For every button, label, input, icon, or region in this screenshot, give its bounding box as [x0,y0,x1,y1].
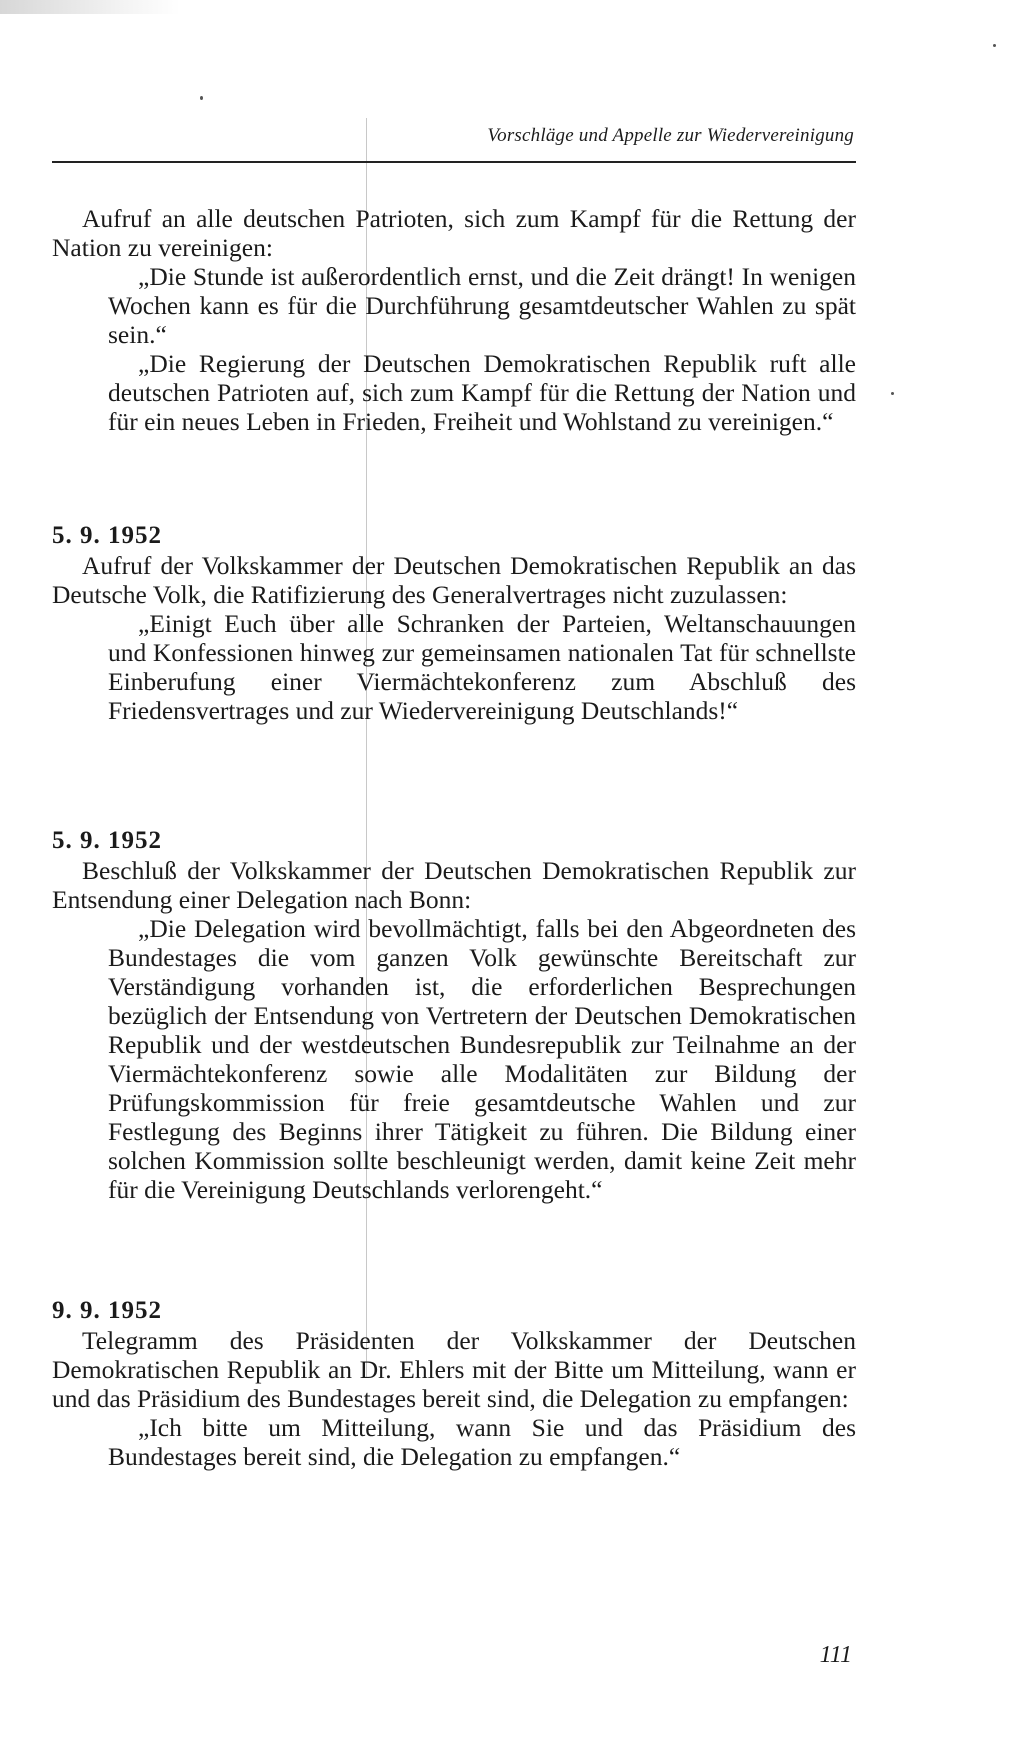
header-rule [52,161,856,163]
section-2 [52,521,856,725]
section-1 [52,204,856,436]
section-2-date: 5. 9. 1952 [52,522,162,549]
section-1-intro: Aufruf an alle deutschen Patrioten, sich zum Kampf für die Rettung der Nation zu vereinigen: [52,204,856,262]
section-4 [52,1296,856,1471]
section-3-intro: Beschluß der Volkskammer der Deutschen Demokratischen Republik zur Entsendung einer Delegation nach Bonn: [52,856,856,914]
section-1-quote-1: „Die Stunde ist außerordentlich ernst, und die Zeit drängt! In wenigen Wochen kann es für die Durchführung gesamtdeutscher Wahlen zu spät sein.“ [108,262,856,349]
section-4-date: 9. 9. 1952 [52,1297,162,1324]
section-2-intro: Aufruf der Volkskammer der Deutschen Demokratischen Republik an das Deutsche Volk, die Ratifizierung des Generalvertrages nicht zuzulassen: [52,551,856,609]
section-4-intro: Telegramm des Präsidenten der Volkskammer der Deutschen Demokratischen Republik an Dr. Ehlers mit der Bitte um Mitteilung, wann er und das Präsidium des Bundestages bereit sind, die Delegation zu empfangen: [52,1326,856,1413]
print-speck [891,392,894,395]
section-3 [52,826,856,1204]
section-1-quote-2: „Die Regierung der Deutschen Demokratischen Republik ruft alle deutschen Patrioten auf, sich zum Kampf für die Rettung der Nation und für ein neues Leben in Frieden, Freiheit und Wohlstand zu vereinigen.“ [108,349,856,436]
section-3-date: 5. 9. 1952 [52,827,162,854]
print-speck [993,44,996,47]
section-2-quote: „Einigt Euch über alle Schranken der Parteien, Weltanschauungen und Konfessionen hinweg zur gemeinsamen nationalen Tat für schnellste Einberufung einer Viermächtekonferenz zum Abschluß des Friedensvertrages und zur Wiedervereinigung Deutschlands!“ [108,609,856,725]
section-4-quote: „Ich bitte um Mitteilung, wann Sie und das Präsidium des Bundestages bereit sind, die Delegation zu empfangen.“ [108,1413,856,1471]
print-speck [200,96,203,100]
running-header: Vorschläge und Appelle zur Wiedervereinigung [487,125,854,146]
page-number: 111 [819,1642,852,1668]
section-3-quote: „Die Delegation wird bevollmächtigt, falls bei den Abgeordneten des Bundestages die vom ganzen Volk gewünschte Bereitschaft zur Verständigung vorhanden ist, die erforderlichen Besprechungen bezüglich der Entsendung von Vertretern der Deutschen Demokratischen Republik und der westdeutschen Bundesrepublik zur Teilnahme an der Viermächtekonferenz sowie alle Modalitäten zur Bildung der Prüfungskommission für freie gesamtdeutsche Wahlen und zur Festlegung des Beginns ihrer Tätigkeit zu führen. Die Bildung einer solchen Kommission sollte beschleunigt werden, damit keine Zeit mehr für die Vereinigung Deutschlands verlorengeht.“ [108,914,856,1204]
scan-edge-shadow [0,0,180,14]
